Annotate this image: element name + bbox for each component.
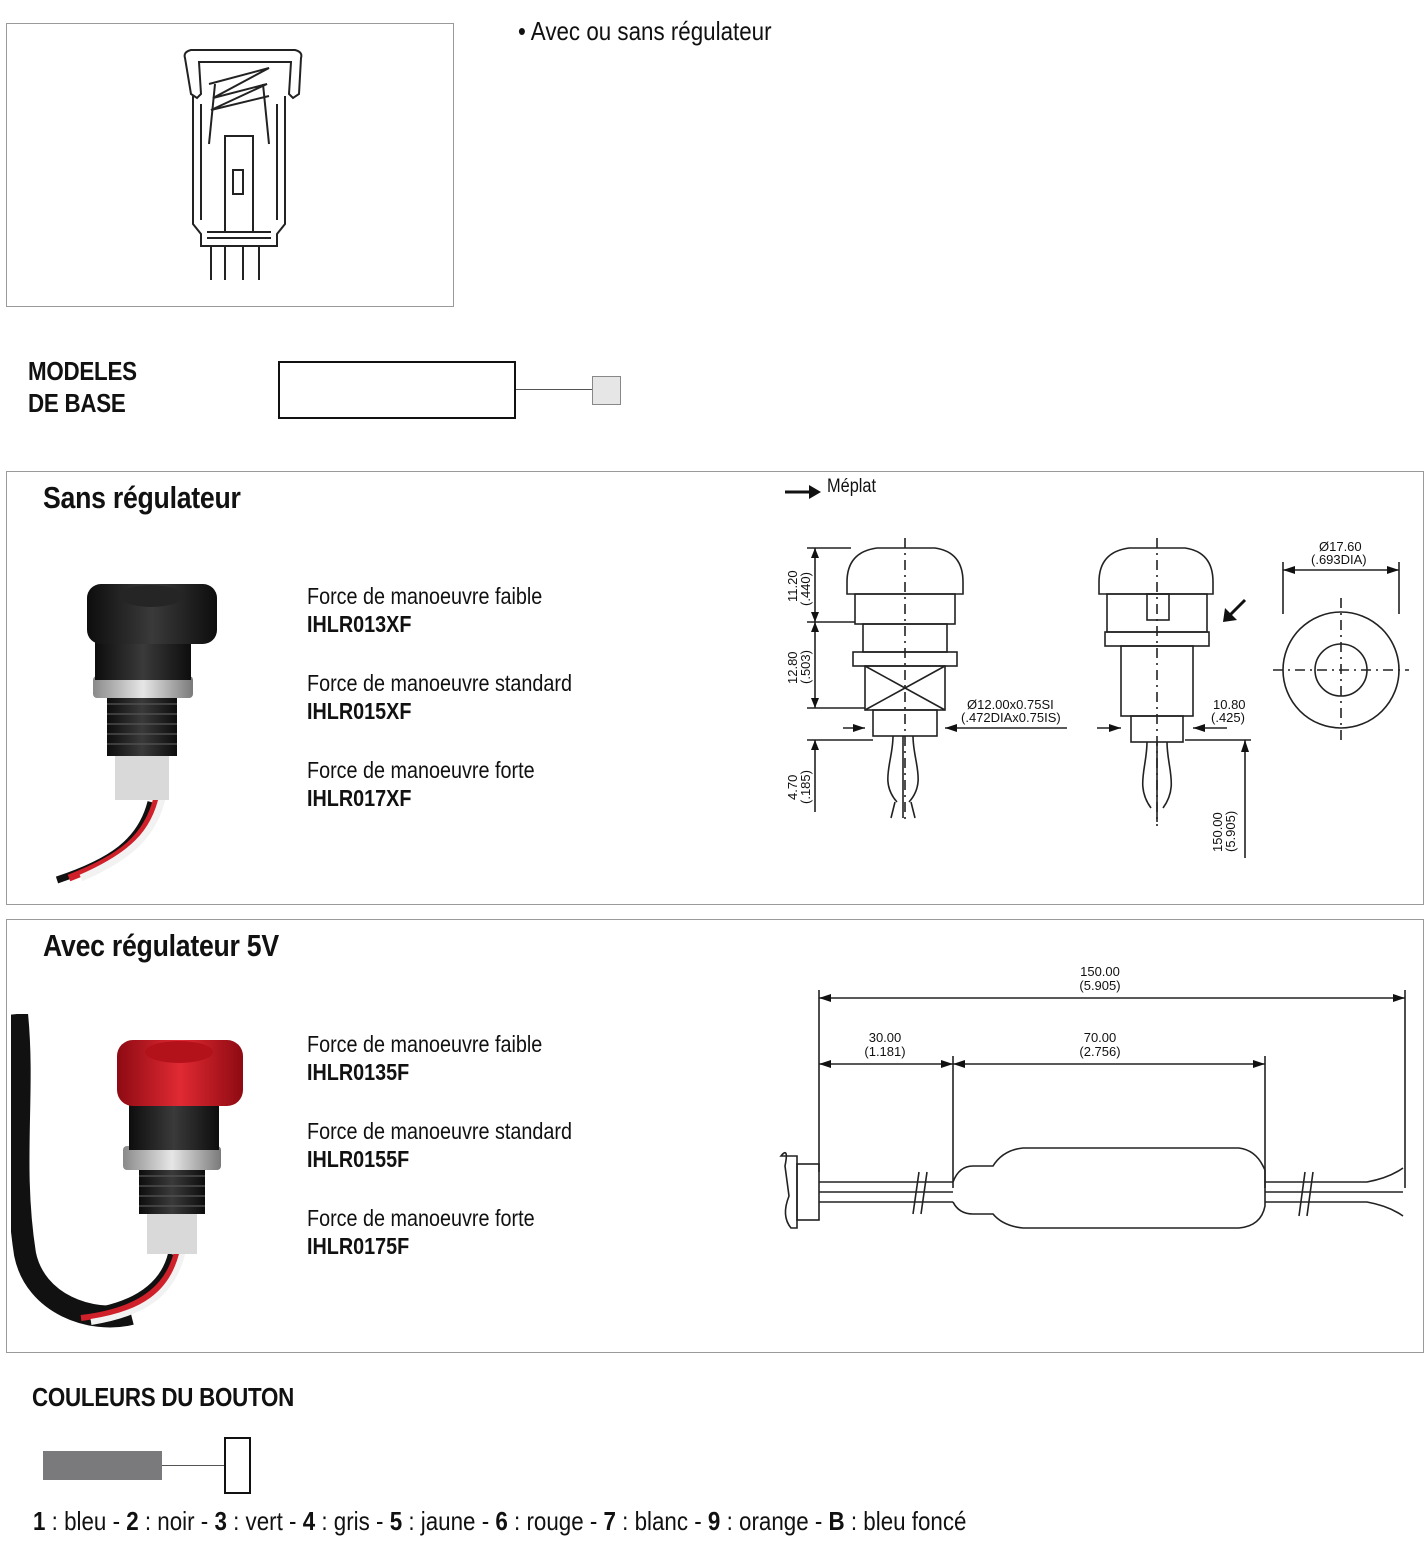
- color-legend-key: 7: [603, 1506, 616, 1536]
- section-sans-regulateur: [6, 471, 1424, 905]
- color-legend-key: 4: [302, 1506, 316, 1536]
- color-legend-item: [33, 1506, 106, 1536]
- dim-4-70-inch: (.185): [798, 770, 813, 804]
- dim-17-60: Ø17.60: [1319, 539, 1362, 554]
- color-legend-name: : orange: [720, 1506, 809, 1536]
- color-legend-item: [604, 1506, 689, 1536]
- color-legend-key: 6: [495, 1506, 508, 1536]
- color-legend-separator: -: [583, 1506, 604, 1536]
- color-legend-key: 1: [33, 1506, 46, 1536]
- color-legend: [33, 1506, 1118, 1537]
- color-legend-separator: -: [282, 1506, 303, 1536]
- color-legend-separator: -: [194, 1506, 215, 1536]
- dim-total-inch: (5.905): [1079, 978, 1121, 993]
- dim-total: 150.00: [1080, 964, 1120, 979]
- meplat-label: Méplat: [827, 476, 877, 497]
- color-legend-separator: -: [475, 1506, 496, 1536]
- color-legend-key: 3: [214, 1506, 227, 1536]
- avec-item-2: Force de manoeuvre standard IHLR0155F: [307, 1118, 572, 1172]
- color-legend-name: : jaune: [402, 1506, 476, 1536]
- meplat-pointer-arrow: [1223, 600, 1245, 622]
- dim-10-80: 10.80: [1213, 697, 1246, 712]
- color-legend-name: : noir: [138, 1506, 195, 1536]
- color-legend-key: B: [828, 1506, 845, 1536]
- avec-product-list: [307, 1030, 615, 1260]
- dim-150: 150.00: [1210, 812, 1225, 852]
- color-legend-separator: -: [688, 1506, 708, 1536]
- switch-cross-section-drawing: [7, 24, 453, 306]
- color-legend-key: 2: [126, 1506, 139, 1536]
- color-legend-item: [708, 1506, 809, 1536]
- dim-11-20-inch: (.440): [798, 572, 813, 606]
- colors-title: COULEURS DU BOUTON: [32, 1382, 295, 1412]
- dim-70-inch: (2.756): [1079, 1044, 1121, 1059]
- dim-70: 70.00: [1083, 1030, 1117, 1045]
- sans-item-2: Force de manoeuvre standard IHLR015XF: [307, 670, 572, 724]
- color-legend-item: [303, 1506, 370, 1536]
- avec-item-3: Force de manoeuvre forte IHLR0175F: [307, 1205, 535, 1259]
- color-code-gray-bar: [43, 1451, 162, 1480]
- sans-item-1: Force de manoeuvre faible IHLR013XF: [307, 583, 543, 637]
- sans-product-list: [307, 582, 615, 812]
- section-sans-title: Sans régulateur: [43, 480, 241, 515]
- dim-thread: Ø12.00x0.75SI: [967, 697, 1054, 712]
- color-legend-item: [495, 1506, 583, 1536]
- avec-item-1: Force de manoeuvre faible IHLR0135F: [307, 1031, 543, 1085]
- section-avec-title: Avec régulateur 5V: [43, 928, 279, 963]
- color-legend-item: [214, 1506, 282, 1536]
- dim-30: 30.00: [868, 1030, 902, 1045]
- color-legend-key: 5: [389, 1506, 403, 1536]
- base-models-title: MODELES DE BASE: [28, 356, 137, 418]
- dim-10-80-inch: (.425): [1211, 710, 1245, 725]
- dim-150-inch: (5.905): [1223, 810, 1238, 852]
- section-avec-regulateur: [6, 919, 1424, 1353]
- color-legend-separator: -: [808, 1506, 829, 1536]
- dim-12-80: 12.80: [785, 651, 800, 684]
- color-legend-key: 9: [707, 1506, 721, 1536]
- avec-cable-dimension-drawing: [767, 960, 1417, 1260]
- color-code-box: [224, 1437, 251, 1494]
- sans-item-3: Force de manoeuvre forte IHLR017XF: [307, 757, 535, 811]
- base-model-code-box: [278, 361, 516, 419]
- black-button-photo: [51, 572, 251, 884]
- feature-bullet: • Avec ou sans régulateur: [518, 16, 772, 46]
- red-button-photo: [11, 1014, 261, 1344]
- base-model-option-box: [592, 376, 621, 405]
- color-code-connector: [162, 1465, 224, 1466]
- dim-30-inch: (1.181): [864, 1044, 906, 1059]
- dim-11-20: 11.20: [785, 570, 800, 602]
- meplat-arrow-icon: [783, 482, 823, 502]
- color-legend-separator: -: [369, 1506, 390, 1536]
- sans-dimension-drawing: [767, 522, 1417, 867]
- color-legend-item: [829, 1506, 967, 1536]
- base-model-connector-line: [516, 389, 592, 390]
- dim-17-60-inch: (.693DIA): [1311, 552, 1367, 567]
- color-legend-name: : vert: [226, 1506, 283, 1536]
- cross-section-figure-box: [6, 23, 454, 307]
- dim-12-80-inch: (.503): [798, 650, 813, 684]
- color-legend-name: : bleu foncé: [844, 1506, 967, 1536]
- dim-4-70: 4.70: [785, 774, 800, 800]
- color-legend-name: : rouge: [507, 1506, 584, 1536]
- color-legend-name: : blanc: [615, 1506, 689, 1536]
- dim-thread-inch: (.472DIAx0.75IS): [961, 710, 1061, 725]
- color-legend-name: : gris: [315, 1506, 370, 1536]
- color-legend-name: : bleu: [45, 1506, 107, 1536]
- color-legend-separator: -: [106, 1506, 127, 1536]
- color-legend-item: [126, 1506, 194, 1536]
- color-legend-item: [390, 1506, 476, 1536]
